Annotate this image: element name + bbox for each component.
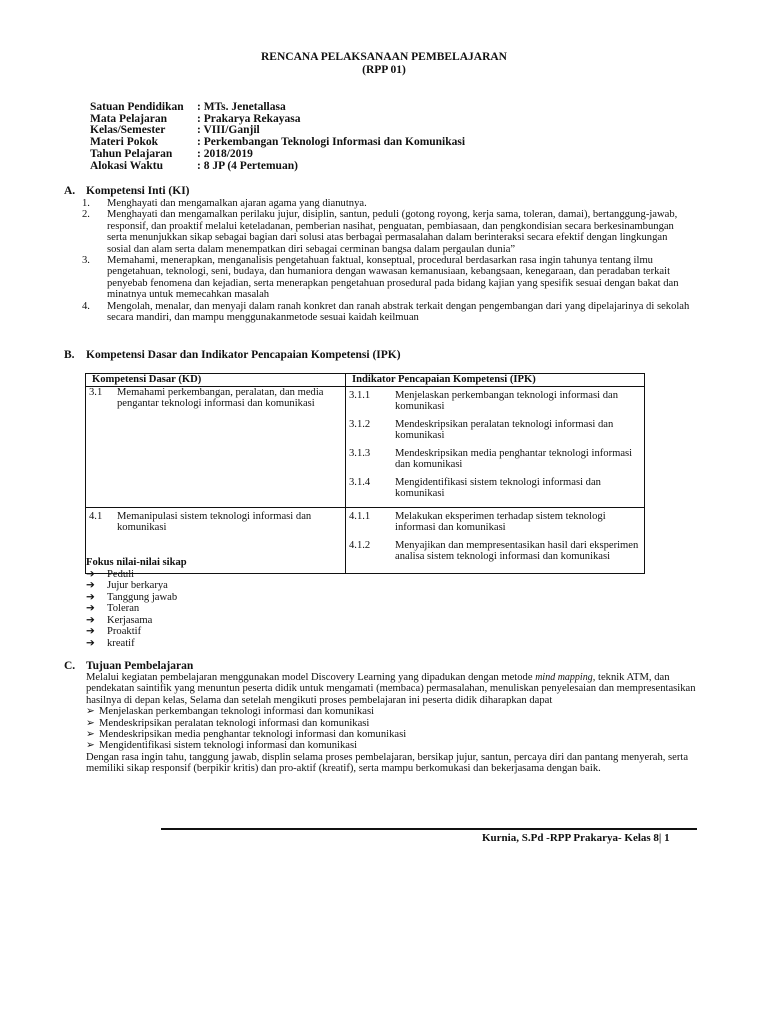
item-text: Memahami, menerapkan, menganalisis pengetahuan faktual, konseptual, procedural berdasarkan rasa ingin tahunya tentang ilmu pengetahuan, teknologi, seni, budaya, dan humaniora dengan wawasan kemanusiaan, kebangsaan, kenegaraan, dan peradaban terkait penyebab fenomena dan kejadian, serta menerapkan pengetahuan prosedural pada bidang kajian yang spesifik sesuai dengan bakat dan minatnya untuk memecahkan masalah <box>107 255 679 301</box>
ipk-text: Mendeskripsikan peralatan teknologi informasi dan komunikasi <box>395 419 614 441</box>
section-letter: A. <box>64 185 76 197</box>
kd-number: 3.1 <box>89 387 103 398</box>
item-text: Peduli <box>107 568 135 580</box>
ipk-item <box>349 419 641 441</box>
list-item <box>86 729 698 740</box>
bullet-arrow-icon: ➢ <box>86 740 95 752</box>
tujuan-pembelajaran <box>86 672 698 775</box>
identity-value: : Prakarya Rekayasa <box>197 112 301 125</box>
document-title: RENCANA PELAKSANAAN PEMBELAJARAN <box>261 51 507 63</box>
list-item <box>86 592 187 604</box>
item-number: 3. <box>82 255 90 267</box>
arrow-icon: ➔ <box>86 568 95 580</box>
table-header-row <box>86 374 645 387</box>
item-text: Menjelaskan perkembangan teknologi informasi dan komunikasi <box>99 706 375 718</box>
list-item <box>86 626 187 638</box>
identity-block <box>90 102 465 172</box>
item-number: 4. <box>82 300 90 312</box>
item-text: Mengolah, menalar, dan menyaji dalam ranah konkret dan ranah abstrak terkait dengan pengembangan dari yang dipelajarinya di sekolah secara mandiri, dan mampu menggunakanmetode sesuai kaidah keilmuan <box>107 300 690 324</box>
ipk-item <box>349 390 641 412</box>
section-letter: C. <box>64 660 76 672</box>
item-text: Mendeskripsikan media penghantar teknologi informasi dan komunikasi <box>99 729 407 741</box>
identity-label: Satuan Pendidikan <box>90 101 184 113</box>
arrow-icon: ➔ <box>86 580 95 591</box>
kd-ipk-table <box>85 373 645 574</box>
ipk-text: Melakukan eksperimen terhadap sistem teknologi informasi dan komunikasi <box>395 511 606 533</box>
identity-value: : VIII/Ganjil <box>197 124 260 137</box>
item-text: Mendeskripsikan peralatan teknologi informasi dan komunikasi <box>99 717 370 729</box>
item-text: Proaktif <box>107 626 142 637</box>
page-number: | 1 <box>658 832 670 844</box>
section-title: Kompetensi Inti (KI) <box>86 185 190 197</box>
identity-row <box>90 102 465 114</box>
fokus-title: Fokus nilai-nilai sikap <box>86 557 187 568</box>
list-item <box>86 718 698 729</box>
ipk-number: 4.1.2 <box>349 540 371 551</box>
footer-divider <box>161 828 697 830</box>
bullet-arrow-icon: ➢ <box>86 717 95 729</box>
identity-label: Mata Pelajaran <box>90 112 167 125</box>
ipk-cell <box>346 387 645 508</box>
identity-label: Kelas/Semester <box>90 124 166 137</box>
ipk-item <box>349 540 641 562</box>
kd-number: 4.1 <box>89 511 103 522</box>
kd-cell <box>86 387 346 508</box>
item-number: 1. <box>82 198 90 209</box>
item-text: Mengidentifikasi sistem teknologi informasi dan komunikasi <box>99 740 358 752</box>
kompetensi-inti-list <box>82 198 694 323</box>
list-item <box>86 569 187 581</box>
kd-text: Memanipulasi sistem teknologi informasi dan komunikasi <box>117 511 312 533</box>
list-item <box>86 740 698 751</box>
identity-value: : MTs. Jenetallasa <box>197 101 286 113</box>
list-item <box>86 615 187 627</box>
list-item <box>82 255 694 301</box>
item-text: Menghayati dan mengamalkan perilaku jujur, disiplin, santun, peduli (gotong royong, kerja sama, toleran, damai), bertanggung-jawab, responsif, dan proaktif melalui keteladanan, pemberian nasihat, penguatan, pembiasaan, dan pengkondisian secara berkesinambungan serta menunjukkan sikap sebagai bagian dari solusi atas berbagai permasalahan dalam berinteraksi secara efektif dengan lingkungan sosial dan alam serta dalam menempatkan diri sebagai cerminan bangsa dalam pergaulan dunia” <box>107 209 678 255</box>
ipk-number: 4.1.1 <box>349 511 371 522</box>
ipk-number: 3.1.2 <box>349 419 371 430</box>
ipk-number: 3.1.3 <box>349 448 371 459</box>
item-text: Menghayati dan mengamalkan ajaran agama yang dianutnya. <box>107 198 367 209</box>
section-a-heading <box>64 185 190 197</box>
identity-label: Alokasi Waktu <box>90 159 163 172</box>
item-text: Kerjasama <box>107 614 153 626</box>
list-item <box>86 603 187 615</box>
identity-row <box>90 161 465 173</box>
arrow-icon: ➔ <box>86 591 95 603</box>
kd-text: Memahami perkembangan, peralatan, dan media pengantar teknologi informasi dan komunikasi <box>117 387 324 409</box>
identity-value: : 2018/2019 <box>197 147 253 160</box>
identity-row <box>90 149 465 161</box>
item-number: 2. <box>82 209 90 221</box>
list-item <box>86 706 698 717</box>
ipk-cell <box>346 508 645 574</box>
identity-value: : Perkembangan Teknologi Informasi dan Komunikasi <box>197 136 466 149</box>
page-footer: Kurnia, S.Pd -RPP Prakarya- Kelas 8| 1 <box>482 832 670 844</box>
ipk-text: Mendeskripsikan media penghantar teknologi informasi dan komunikasi <box>395 448 633 470</box>
bullet-arrow-icon: ➢ <box>86 706 95 718</box>
item-text: kreatif <box>107 637 135 649</box>
ipk-item <box>349 477 641 499</box>
column-header-kd: Kompetensi Dasar (KD) <box>86 374 346 387</box>
intro-paragraph: Melalui kegiatan pembelajaran menggunakan model Discovery Learning yang dipadukan dengan metode mind mapping, teknik ATM, dan pendekatan saintifik yang menuntun peserta didik untuk mengamati (membaca) permasalahan, menuliskan penyelesaian dan mempresentasikan hasilnya di depan kelas, Selama dan setelah mengikuti proses pembelajaran ini peserta didik diharapkan dapat <box>86 672 696 706</box>
list-item <box>86 580 187 592</box>
arrow-icon: ➔ <box>86 637 95 649</box>
item-text: Toleran <box>107 603 140 614</box>
item-text: Jujur berkarya <box>107 580 168 591</box>
identity-label: Materi Pokok <box>90 136 159 149</box>
section-title: Kompetensi Dasar dan Indikator Pencapaian Kompetensi (IPK) <box>86 349 401 361</box>
bullet-arrow-icon: ➢ <box>86 729 95 741</box>
ipk-item <box>349 448 641 470</box>
item-text: Tanggung jawab <box>107 591 178 603</box>
ipk-text: Mengidentifikasi sistem teknologi informasi dan komunikasi <box>395 477 601 499</box>
section-title: Tujuan Pembelajaran <box>86 660 194 672</box>
ipk-item <box>349 511 641 533</box>
ipk-number: 3.1.4 <box>349 477 371 488</box>
list-item <box>86 638 187 650</box>
identity-label: Tahun Pelajaran <box>90 147 173 160</box>
table-row <box>86 387 645 508</box>
document-subtitle: (RPP 01) <box>362 64 406 76</box>
column-header-ipk: Indikator Pencapaian Kompetensi (IPK) <box>346 374 645 387</box>
arrow-icon: ➔ <box>86 614 95 626</box>
fokus-sikap-list <box>86 557 187 649</box>
ipk-text: Menyajikan dan mempresentasikan hasil dari eksperimen analisa sistem teknologi informasi dan komunikasi <box>395 540 639 562</box>
section-b-heading <box>64 349 401 361</box>
list-item <box>82 198 694 209</box>
list-item <box>82 209 694 255</box>
emphasis-text: mind mapping <box>535 672 593 683</box>
list-item <box>82 301 694 324</box>
section-c-heading <box>64 660 193 672</box>
arrow-icon: ➔ <box>86 603 95 614</box>
ipk-text: Menjelaskan perkembangan teknologi informasi dan komunikasi <box>395 390 618 412</box>
ipk-number: 3.1.1 <box>349 390 371 401</box>
section-letter: B. <box>64 349 75 361</box>
identity-value: : 8 JP (4 Pertemuan) <box>197 159 298 172</box>
closing-paragraph: Dengan rasa ingin tahu, tanggung jawab, displin selama proses pembelajaran, bersikap jujur, santun, percaya diri dan pantang menyerah, serta memiliki sikap responsif (berpikir kritis) dan pro-aktif (kreatif), serta mampu berkomukasi dan bekerjasama dengan baik. <box>86 751 689 775</box>
arrow-icon: ➔ <box>86 626 95 637</box>
